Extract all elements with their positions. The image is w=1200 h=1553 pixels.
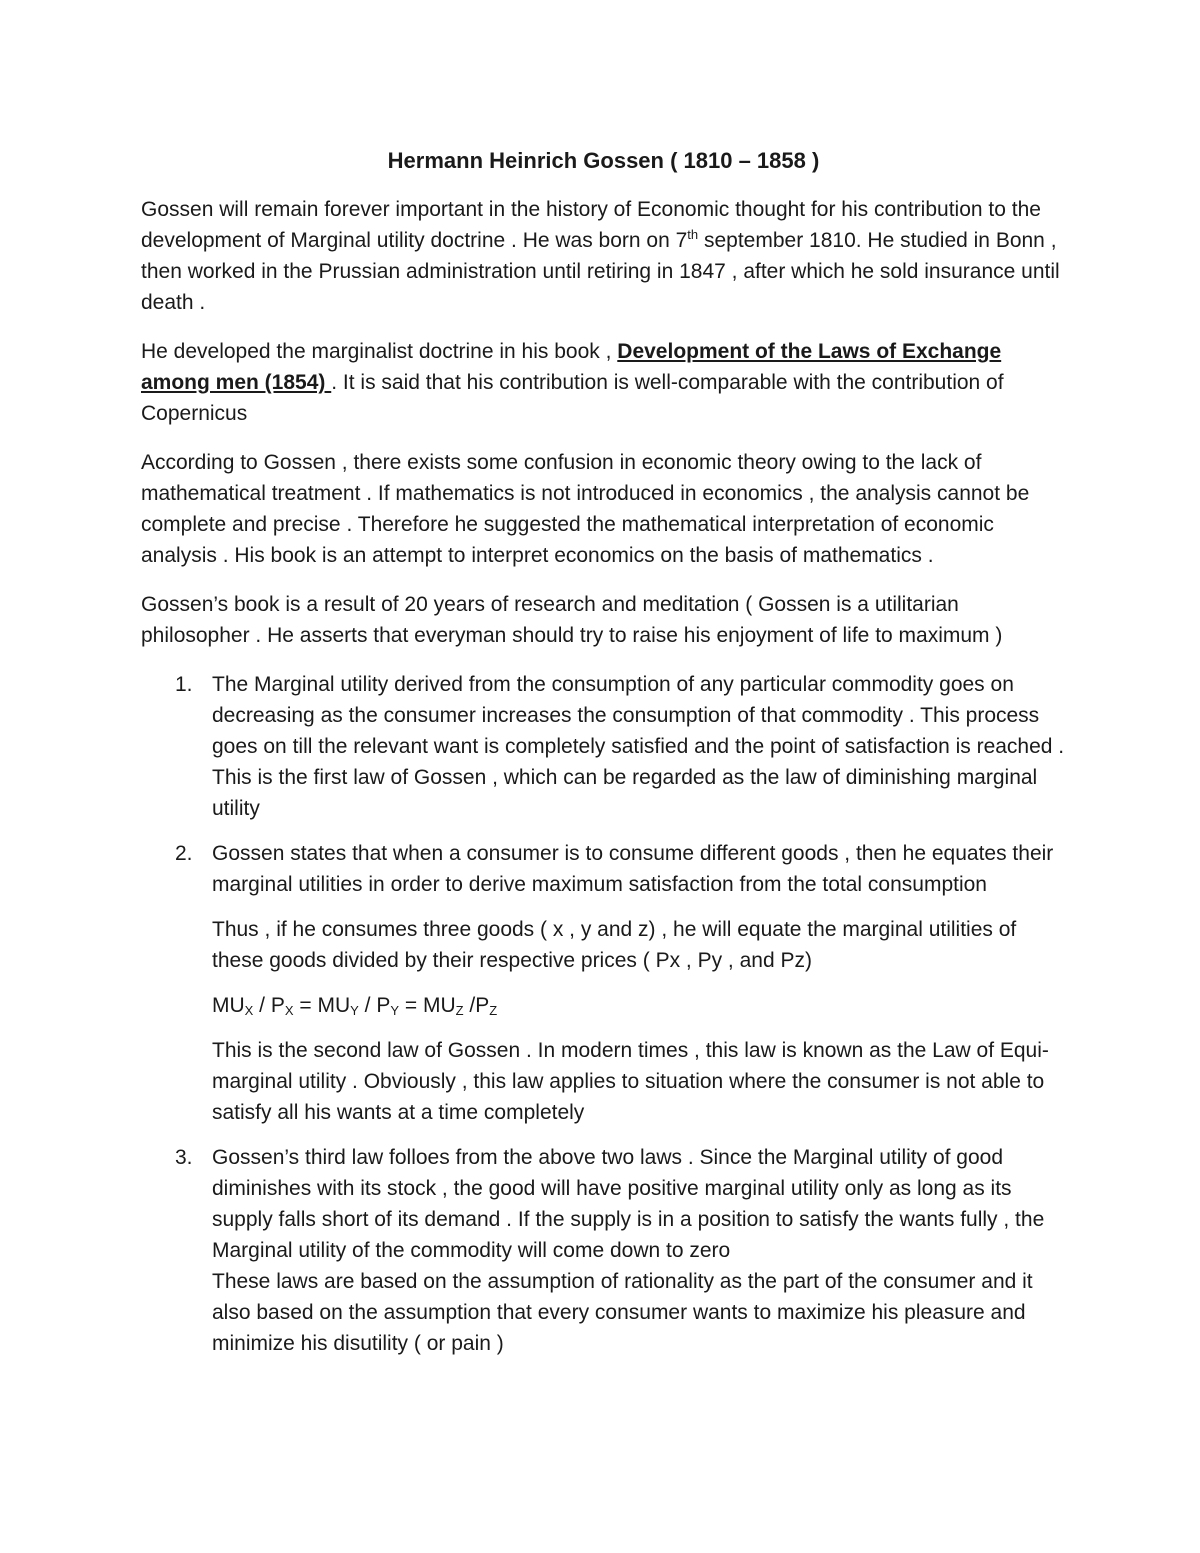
intro-text-2: september 1810. He studied in Bonn , then worked in the Prussian administration until retiring in 1847 , after which he sold insurance until death . [141,229,1060,314]
formula-mu-x: MU [212,994,245,1017]
formula-equals: = [293,994,318,1017]
intro-text-1: Gossen will remain forever important in the history of Economic thought for his contribution to the development of Marginal utility doctrine . He was born on 7 [141,198,1041,252]
law-1-text: The Marginal utility derived from the consumption of any particular commodity goes on decreasing as the consumer increases the consumption of that commodity . This process goes on till the relevant want is completely satisfied and the point of satisfaction is reached . [212,673,1065,758]
law-2-note: This is the second law of Gossen . In modern times , this law is known as the Law of Equi-marginal utility . Obviously , this law applies to situation where the consumer is not able to satisfy all his wants at a time completely [212,1039,1049,1124]
formula-p-z: P [475,994,490,1017]
ordinal-suffix: th [687,227,699,242]
laws-list [141,669,1066,1359]
formula-equals: = [399,994,423,1017]
law-3-note: These laws are based on the assumption of rationality as the part of the consumer and it also based on the assumption that every consumer wants to maximize his pleasure and minimize his disutility ( or pain ) [212,1270,1033,1355]
equimarginal-formula [212,990,1066,1021]
paragraph-intro [141,194,1066,318]
formula-p-y: P [376,994,391,1017]
book-text-after: . It is said that his contribution is well-comparable with the contribution of Copernicus [141,371,1004,425]
law-2-example: Thus , if he consumes three goods ( x , y and z) , he will equate the marginal utilities of these goods divided by their respective prices ( Px , Py , and Pz) [212,918,1017,972]
formula-mu-z: MU [422,994,456,1017]
list-item-law-3 [141,1142,1066,1359]
formula-divide: / [358,994,377,1017]
formula-mu-y: MU [317,994,351,1017]
book-text-before: He developed the marginalist doctrine in his book , [141,340,618,363]
formula-sub-x: X [284,1003,294,1018]
formula-sub-y: Y [390,1003,400,1018]
formula-divide: / [463,994,476,1017]
list-number: 2. [175,842,193,865]
formula-sub-y: Y [350,1003,359,1018]
law-3-text: Gossen’s third law folloes from the above two laws . Since the Marginal utility of good diminishes with its stock , the good will have positive marginal utility only as long as its supply falls short of its demand . If the supply is in a position to satisfy the wants fully , the Marginal utility of the commodity will come down to zero [212,1146,1045,1262]
formula-sub-x: X [244,1003,254,1018]
formula-divide: / [253,994,271,1017]
formula-sub-z: Z [489,1003,498,1018]
document-page [141,146,1066,1359]
formula-sub-z: Z [455,1003,464,1018]
document-title: Hermann Heinrich Gossen ( 1810 – 1858 ) [387,148,820,173]
list-number: 3. [175,1146,193,1169]
paragraph-research: Gossen’s book is a result of 20 years of research and meditation ( Gossen is a utilitarian philosopher . He asserts that everyman should try to raise his enjoyment of life to maximum ) [141,593,1003,647]
paragraph-book [141,336,1066,429]
list-item-law-1 [141,669,1066,824]
list-item-law-2 [141,838,1066,1128]
list-number: 1. [175,673,193,696]
book-title: Development of the Laws of Exchange among men (1854) [141,340,1002,394]
law-1-note: This is the first law of Gossen , which can be regarded as the law of diminishing marginal utility [212,766,1038,820]
law-2-text: Gossen states that when a consumer is to consume different goods , then he equates their marginal utilities in order to derive maximum satisfaction from the total consumption [212,842,1054,896]
formula-p-x: P [270,994,285,1017]
paragraph-mathematics: According to Gossen , there exists some confusion in economic theory owing to the lack of mathematical treatment . If mathematics is not introduced in economics , the analysis cannot be complete and precise . Therefore he suggested the mathematical interpretation of economic analysis . His book is an attempt to interpret economics on the basis of mathematics . [141,451,1030,567]
